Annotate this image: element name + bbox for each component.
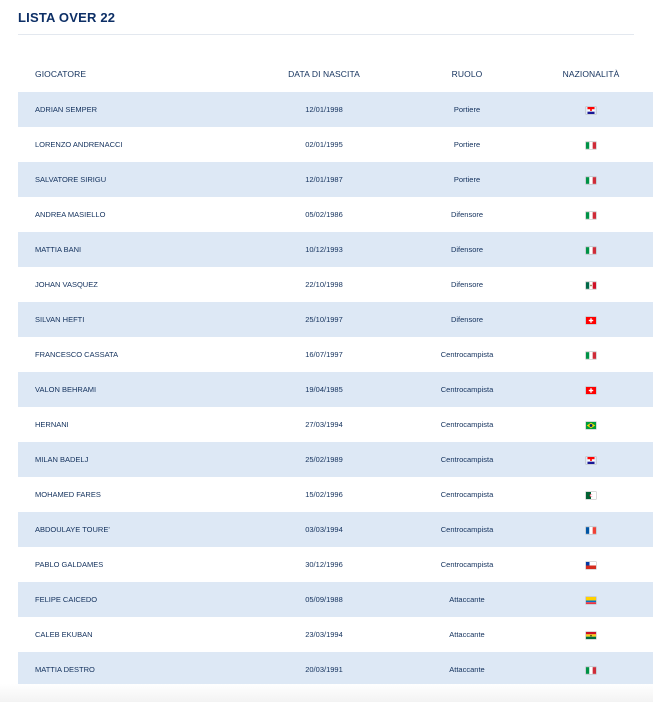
- nationality-cell: [524, 372, 653, 407]
- player-role: Centrocampista: [440, 560, 494, 569]
- table-row: [18, 302, 653, 337]
- nationality-cell: [524, 337, 653, 372]
- table-header-row: [18, 55, 653, 92]
- italy-flag-icon: [586, 177, 596, 184]
- switzerland-flag-icon: [586, 317, 596, 324]
- nationality-cell: [524, 197, 653, 232]
- player-name: JOHAN VASQUEZ: [35, 280, 98, 289]
- player-name: HERNANI: [35, 420, 69, 429]
- italy-flag-icon: [586, 142, 596, 149]
- player-role: Difensore: [410, 232, 524, 267]
- player-name: ADRIAN SEMPER: [18, 92, 238, 127]
- player-role: Attaccante: [410, 652, 524, 687]
- player-name: LORENZO ANDRENACCI: [35, 140, 123, 149]
- table-row: [18, 407, 653, 442]
- algeria-flag-icon: [586, 492, 596, 499]
- player-name: MATTIA BANI: [18, 232, 238, 267]
- birth-date: 12/01/1998: [238, 92, 410, 127]
- player-name: CALEB EKUBAN: [35, 630, 93, 639]
- nationality-cell: [524, 512, 653, 547]
- nationality-cell: [524, 547, 653, 582]
- player-name: MOHAMED FARES: [35, 490, 101, 499]
- italy-flag-icon: [586, 352, 596, 359]
- nationality-cell: [524, 127, 653, 162]
- nationality-cell: [524, 442, 653, 477]
- table-row: [18, 162, 653, 197]
- column-header-player: GIOCATORE: [35, 68, 87, 79]
- birth-date: 19/04/1985: [238, 372, 410, 407]
- switzerland-flag-icon: [586, 387, 596, 394]
- mexico-flag-icon: [586, 282, 596, 289]
- italy-flag-icon: [586, 667, 596, 674]
- ghana-flag-icon: [586, 632, 596, 639]
- column-header-nationality: NAZIONALITÀ: [562, 68, 620, 79]
- table-header: [18, 55, 653, 92]
- player-name: FRANCESCO CASSATA: [35, 350, 119, 359]
- table-row: [18, 477, 653, 512]
- player-name: FELIPE CAICEDO: [18, 582, 238, 617]
- title-divider: [18, 34, 634, 35]
- player-role: Portiere: [410, 162, 524, 197]
- column-header-birthdate: DATA DI NASCITA: [288, 68, 360, 79]
- player-role: Portiere: [453, 140, 481, 149]
- player-role: Difensore: [450, 280, 484, 289]
- player-role: Centrocampista: [440, 350, 494, 359]
- table-row: [18, 547, 653, 582]
- birth-date: 27/03/1994: [305, 420, 343, 429]
- croatia-flag-icon: [586, 457, 596, 464]
- birth-date: 12/01/1987: [238, 162, 410, 197]
- birth-date: 02/01/1995: [305, 140, 343, 149]
- nationality-cell: [524, 232, 653, 267]
- italy-flag-icon: [586, 247, 596, 254]
- birth-date: 25/10/1997: [238, 302, 410, 337]
- birth-date: 30/12/1996: [305, 560, 343, 569]
- player-name: SILVAN HEFTI: [18, 302, 238, 337]
- table-row: [18, 267, 653, 302]
- player-role: Centrocampista: [440, 420, 494, 429]
- nationality-cell: [524, 92, 653, 127]
- player-name: ANDREA MASIELLO: [35, 210, 106, 219]
- birth-date: 16/07/1997: [305, 350, 343, 359]
- player-role: Attaccante: [410, 582, 524, 617]
- player-name: PABLO GALDAMES: [35, 560, 104, 569]
- player-name: SALVATORE SIRIGU: [18, 162, 238, 197]
- birth-date: 25/02/1989: [238, 442, 410, 477]
- italy-flag-icon: [586, 212, 596, 219]
- table-row: [18, 512, 653, 547]
- page-title: LISTA OVER 22: [18, 10, 116, 25]
- table-row: [18, 582, 653, 617]
- nationality-cell: [524, 407, 653, 442]
- brazil-flag-icon: [586, 422, 596, 429]
- france-flag-icon: [586, 527, 596, 534]
- player-role: Attaccante: [449, 630, 485, 639]
- table-row: [18, 127, 653, 162]
- birth-date: 20/03/1991: [238, 652, 410, 687]
- nationality-cell: [524, 477, 653, 512]
- birth-date: 05/09/1988: [238, 582, 410, 617]
- player-role: Centrocampista: [410, 512, 524, 547]
- table-row: [18, 442, 653, 477]
- table-row: [18, 232, 653, 267]
- players-table: [18, 55, 653, 687]
- table-row: [18, 372, 653, 407]
- birth-date: 03/03/1994: [238, 512, 410, 547]
- ecuador-flag-icon: [586, 597, 596, 604]
- nationality-cell: [524, 302, 653, 337]
- croatia-flag-icon: [586, 107, 596, 114]
- birth-date: 23/03/1994: [305, 630, 343, 639]
- player-role: Centrocampista: [440, 490, 494, 499]
- table-row: [18, 617, 653, 652]
- player-name: MILAN BADELJ: [18, 442, 238, 477]
- table-row: [18, 337, 653, 372]
- birth-date: 05/02/1986: [305, 210, 343, 219]
- bottom-edge: [0, 684, 653, 702]
- table-row: [18, 92, 653, 127]
- birth-date: 15/02/1996: [305, 490, 343, 499]
- player-role: Centrocampista: [410, 442, 524, 477]
- table-row: [18, 652, 653, 687]
- player-role: Portiere: [410, 92, 524, 127]
- nationality-cell: [524, 162, 653, 197]
- chile-flag-icon: [586, 562, 596, 569]
- player-name: ABDOULAYE TOURE': [18, 512, 238, 547]
- table-row: [18, 197, 653, 232]
- column-header-role: RUOLO: [451, 68, 483, 79]
- table-body: [18, 92, 653, 687]
- birth-date: 10/12/1993: [238, 232, 410, 267]
- nationality-cell: [524, 652, 653, 687]
- birth-date: 22/10/1998: [305, 280, 343, 289]
- player-role: Difensore: [410, 302, 524, 337]
- player-role: Centrocampista: [410, 372, 524, 407]
- player-role: Difensore: [450, 210, 484, 219]
- nationality-cell: [524, 617, 653, 652]
- nationality-cell: [524, 582, 653, 617]
- nationality-cell: [524, 267, 653, 302]
- player-name: VALON BEHRAMI: [18, 372, 238, 407]
- player-name: MATTIA DESTRO: [18, 652, 238, 687]
